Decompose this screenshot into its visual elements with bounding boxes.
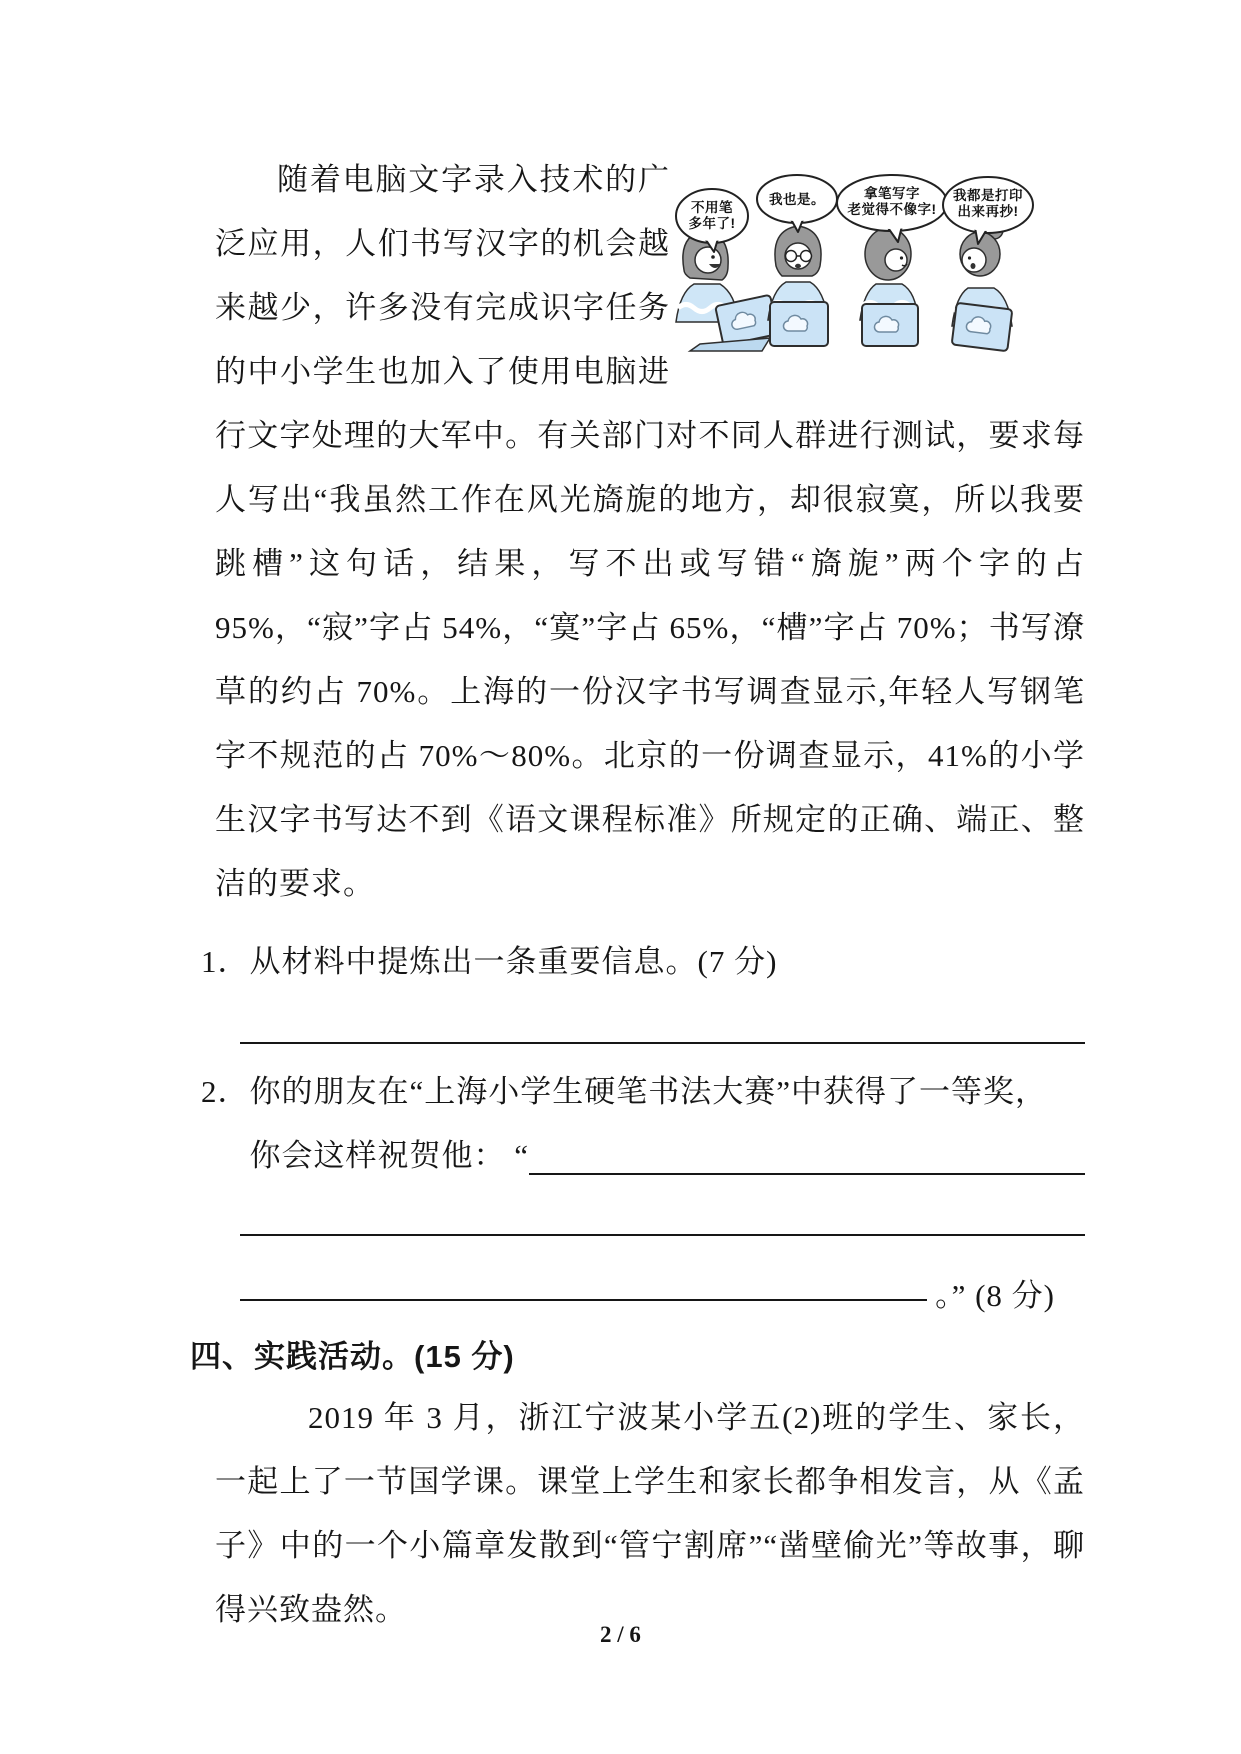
passage-text-2: 2019 年 3 月，浙江宁波某小学五(2)班的学生、家长，一起上了一节国学课。课堂上学生和家长都争相发言，从《孟子》中的一个小篇章发散到“管宁割席”“凿壁偷光”等故事，聊得兴致盎然。 (215, 1400, 1085, 1627)
illustration-computer-users (670, 148, 1085, 354)
bubble-text: 我都是打印 (953, 188, 1023, 203)
question-2-line2 (250, 1124, 1086, 1188)
illustration-svg (670, 154, 1035, 354)
laptop-icon (862, 304, 918, 346)
speech-bubble (837, 175, 947, 242)
answer-blank-line[interactable] (529, 1173, 1085, 1175)
glasses-icon (786, 251, 797, 262)
answer-blank-line[interactable] (240, 1188, 1085, 1236)
passage-text: 随着电脑文字录入技术的广泛应用，人们书写汉字的机会越来越少，许多没有完成识字任务的中小学生也加入了使用电脑进行文字处理的大军中。有关部门对不同人群进行测试，要求每人写出“我虽然工作在风光旖旎的地方，却很寂寞，所以我要跳槽”这句话，结果，写不出或写错“旖旎”两个字的占 95%，“寂”字占 54%，“寞”字占 65%，“槽”字占 70%；书写潦草的约占 70%。上海的一份汉字书写调查显示,年轻人写钢笔字不规范的占 70%～80%。北京的一份调查显示，41%的小学生汉字书写达不到《语文课程标准》所规定的正确、端正、整洁的要求。 (215, 162, 1085, 901)
bubble-text: 不用笔 (691, 200, 733, 215)
question-2-closing-line (240, 1264, 1085, 1328)
passage-1-block (215, 148, 1085, 916)
question-score: 。” (8 分) (935, 1278, 1055, 1313)
question-2 (201, 1060, 1085, 1188)
bubble-text: 多年了! (688, 216, 736, 231)
page-content (190, 148, 1085, 1642)
question-number: 2． (201, 1074, 250, 1109)
person-figure (768, 226, 828, 346)
question-text (250, 1060, 1086, 1188)
speech-bubble (757, 175, 837, 232)
quote-prefix: 你会这样祝贺他： “ (249, 1138, 530, 1173)
question-1 (201, 930, 1085, 994)
question-number: 1． (201, 944, 250, 979)
answer-blank-line[interactable] (240, 994, 1085, 1044)
question-text: 从材料中提炼出一条重要信息。(7 分) (249, 944, 778, 979)
person-figure (952, 221, 1013, 351)
answer-blank-line[interactable] (240, 1299, 927, 1301)
bubble-text: 出来再抄! (957, 204, 1019, 219)
speech-bubble (943, 177, 1033, 244)
section-heading: 四、实践活动。(15 分) (190, 1339, 515, 1374)
laptop-icon (770, 302, 828, 346)
bubble-text: 我也是。 (769, 192, 825, 207)
question-2-line1: 你的朋友在“上海小学生硬笔书法大赛”中获得了一等奖， (249, 1074, 1048, 1109)
person-figure (860, 228, 918, 346)
bubble-text: 老觉得不像字! (847, 202, 937, 217)
bubble-text: 拿笔写字 (864, 186, 920, 201)
page-number: 2 / 6 (600, 1622, 641, 1647)
laptop-icon (952, 303, 1013, 352)
